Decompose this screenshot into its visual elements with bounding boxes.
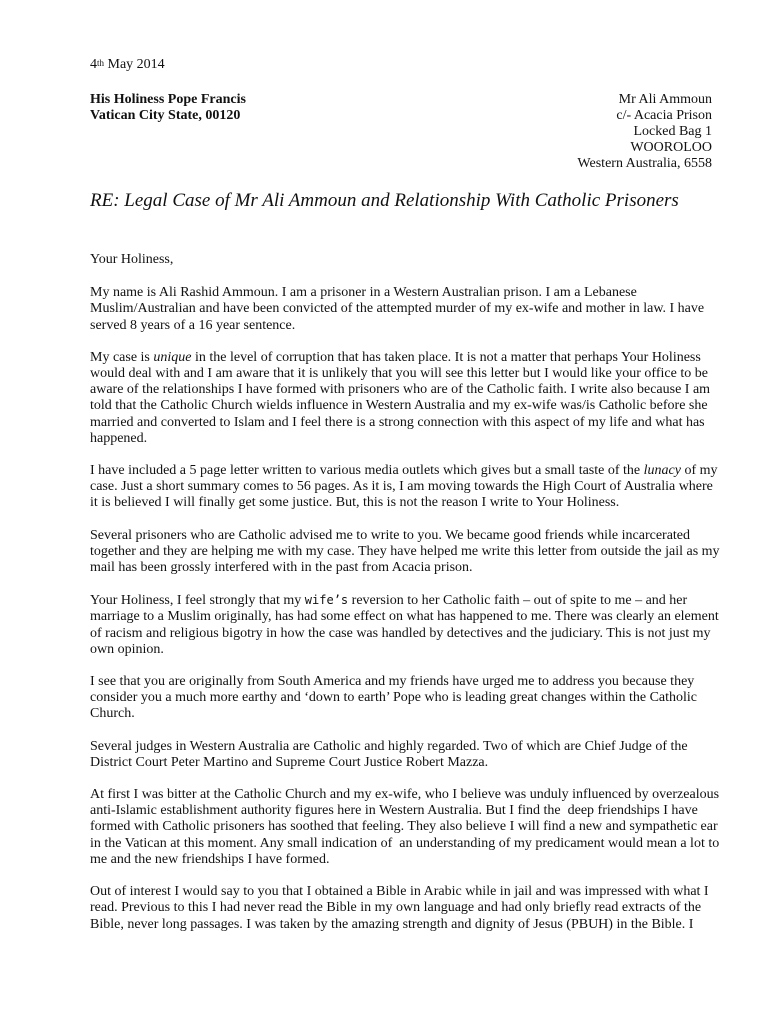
paragraph-3-text-a: I have included a 5 page letter written to various media outlets which gives but a small taste of the bbox=[90, 463, 644, 479]
date-month-year: May 2014 bbox=[104, 57, 165, 72]
paragraph-3-emphasis: lunacy bbox=[643, 463, 681, 479]
paragraph-2-text-a: My case is bbox=[90, 349, 154, 365]
date-suffix: th bbox=[97, 58, 105, 68]
paragraph-5 bbox=[90, 592, 720, 658]
paragraph-8: At first I was bitter at the Catholic Church and my ex-wife, who I believe was unduly influenced by overzealous anti-Islamic establishment authority figures here in Western Australia. But I find the deep friendships I have formed with Catholic prisoners has soothed that feeling. They also believe I will find a new and sympathetic ear in the Vatican at this moment. Any small indication of an understanding of my predicament would mean a lot to me and the new friendships I have formed. bbox=[90, 787, 723, 867]
paragraph-2-emphasis: unique bbox=[153, 349, 192, 365]
letter-body bbox=[90, 252, 723, 949]
recipient-location: Vatican City State, 00120 bbox=[90, 108, 241, 123]
sender-bag: Locked Bag 1 bbox=[633, 124, 712, 139]
paragraph-4: Several prisoners who are Catholic advised me to write to you. We became good friends while incarcerated together and they are helping me with my case. They have helped me write this letter from outside the jail as my mail has been grossly interfered with in the past from Acacia prison. bbox=[90, 527, 720, 576]
paragraph-5-text-a: Your Holiness, I feel strongly that my bbox=[90, 593, 305, 609]
subject-heading: RE: Legal Case of Mr Ali Ammoun and Relationship With Catholic Prisoners bbox=[90, 190, 679, 211]
recipient-name: His Holiness Pope Francis bbox=[90, 92, 246, 107]
sender-name: Mr Ali Ammoun bbox=[618, 92, 712, 107]
date-day: 4 bbox=[90, 57, 97, 72]
salutation: Your Holiness, bbox=[90, 252, 174, 267]
sender-town: WOOROLOO bbox=[630, 140, 712, 155]
paragraph-2 bbox=[90, 350, 720, 447]
paragraph-7: Several judges in Western Australia are Catholic and highly regarded. Two of which are Chief Judge of the District Court Peter Martino and Supreme Court Justice Robert Mazza. bbox=[90, 738, 688, 770]
sender-address bbox=[577, 92, 712, 172]
sender-state: Western Australia, 6558 bbox=[577, 156, 712, 171]
paragraph-3-text-b: of my case. Just a short summary comes to 56 pages. As it is, I am moving towards the High Court of Australia where it is believed I will finally get some justice. But, this is not the reason I write to Your Holiness. bbox=[90, 463, 718, 511]
paragraph-1: My name is Ali Rashid Ammoun. I am a prisoner in a Western Australian prison. I am a Lebanese Muslim/Australian and have been convicted of the attempted murder of my ex-wife and mother in law. I have served 8 years of a 16 year sentence. bbox=[90, 285, 705, 333]
paragraph-5-mono-word: wife’s bbox=[304, 593, 349, 608]
paragraph-6: I see that you are originally from South America and my friends have urged me to address you because they consider you a much more earthy and ‘down to earth’ Pope who is leading great changes within the Catholic Church. bbox=[90, 674, 698, 722]
paragraph-2-text-b: in the level of corruption that has taken place. It is not a matter that perhaps Your Holiness would deal with and I am aware that it is unlikely that you will see this letter but I would like your office to be aware of the relationships I have formed with prisoners who are of the Catholic faith. I write also because I am told that the Catholic Church wields influence in Western Australia and my ex-wife was/is Catholic before she married and converted to Islam and I feel there is a strong connection with this aspect of my life and what has happened. bbox=[90, 349, 711, 446]
letter-date bbox=[90, 56, 165, 74]
paragraph-9: Out of interest I would say to you that I obtained a Bible in Arabic while in jail and was impressed with what I read. Previous to this I had never read the Bible in my own language and had only briefly read extracts of the Bible, never long passages. I was taken by the amazing strength and dignity of Jesus (PBUH) in the Bible. I bbox=[90, 884, 709, 932]
paragraph-3 bbox=[90, 463, 720, 512]
recipient-address bbox=[90, 92, 246, 124]
sender-prison: c/- Acacia Prison bbox=[616, 108, 712, 123]
paragraph-5-text-b: reversion to her Catholic faith – out of spite to me – and her marriage to a Muslim originally, has had some effect on what has happened to me. There was clearly an element of racism and religious bigotry in how the case was handled by detectives and the judiciary. This is not just my own opinion. bbox=[90, 593, 719, 657]
